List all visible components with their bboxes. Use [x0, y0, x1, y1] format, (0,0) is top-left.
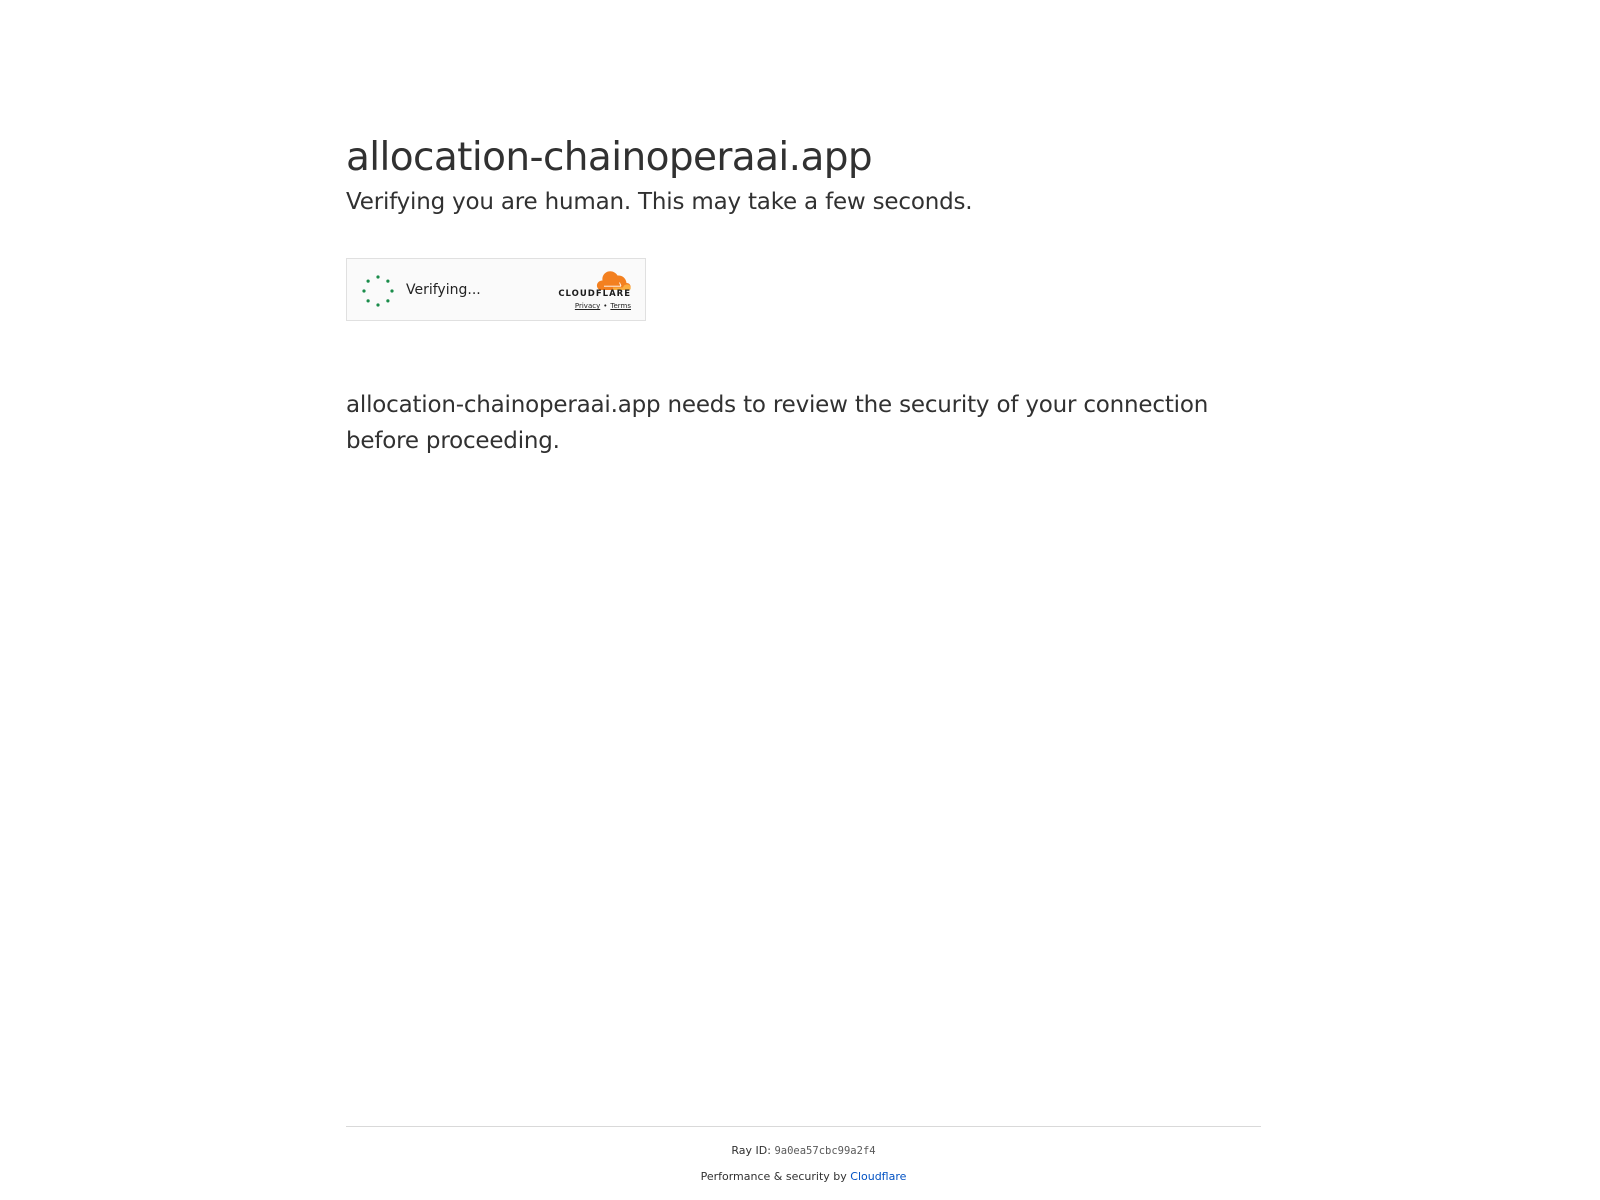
ray-id-line	[346, 1144, 1261, 1158]
links-separator: •	[603, 302, 608, 310]
cloudflare-wordmark: CLOUDFLARE	[558, 289, 631, 299]
cloudflare-cloud-icon	[591, 269, 631, 291]
ray-id-value: 9a0ea57cbc99a2f4	[774, 1145, 876, 1157]
performance-text: Performance & security by	[700, 1170, 847, 1183]
terms-link[interactable]: Terms	[610, 302, 631, 310]
cloudflare-link[interactable]: Cloudflare	[850, 1170, 907, 1183]
security-description: allocation-chainoperaai.app needs to review the security of your connection before proceeding.	[346, 392, 1209, 454]
verifying-status: Verifying...	[406, 282, 481, 298]
loading-spinner-icon	[362, 275, 394, 307]
cloudflare-brand	[551, 269, 631, 313]
turnstile-widget[interactable]	[346, 258, 646, 321]
footer	[346, 1126, 1261, 1184]
main-content	[346, 132, 1266, 459]
performance-line	[346, 1170, 1261, 1184]
privacy-link[interactable]: Privacy	[574, 302, 601, 310]
widget-links	[575, 302, 631, 310]
site-title: allocation-chainoperaai.app	[346, 135, 873, 180]
ray-id-label: Ray ID:	[731, 1144, 771, 1157]
verification-subtitle: Verifying you are human. This may take a few seconds.	[346, 189, 973, 215]
